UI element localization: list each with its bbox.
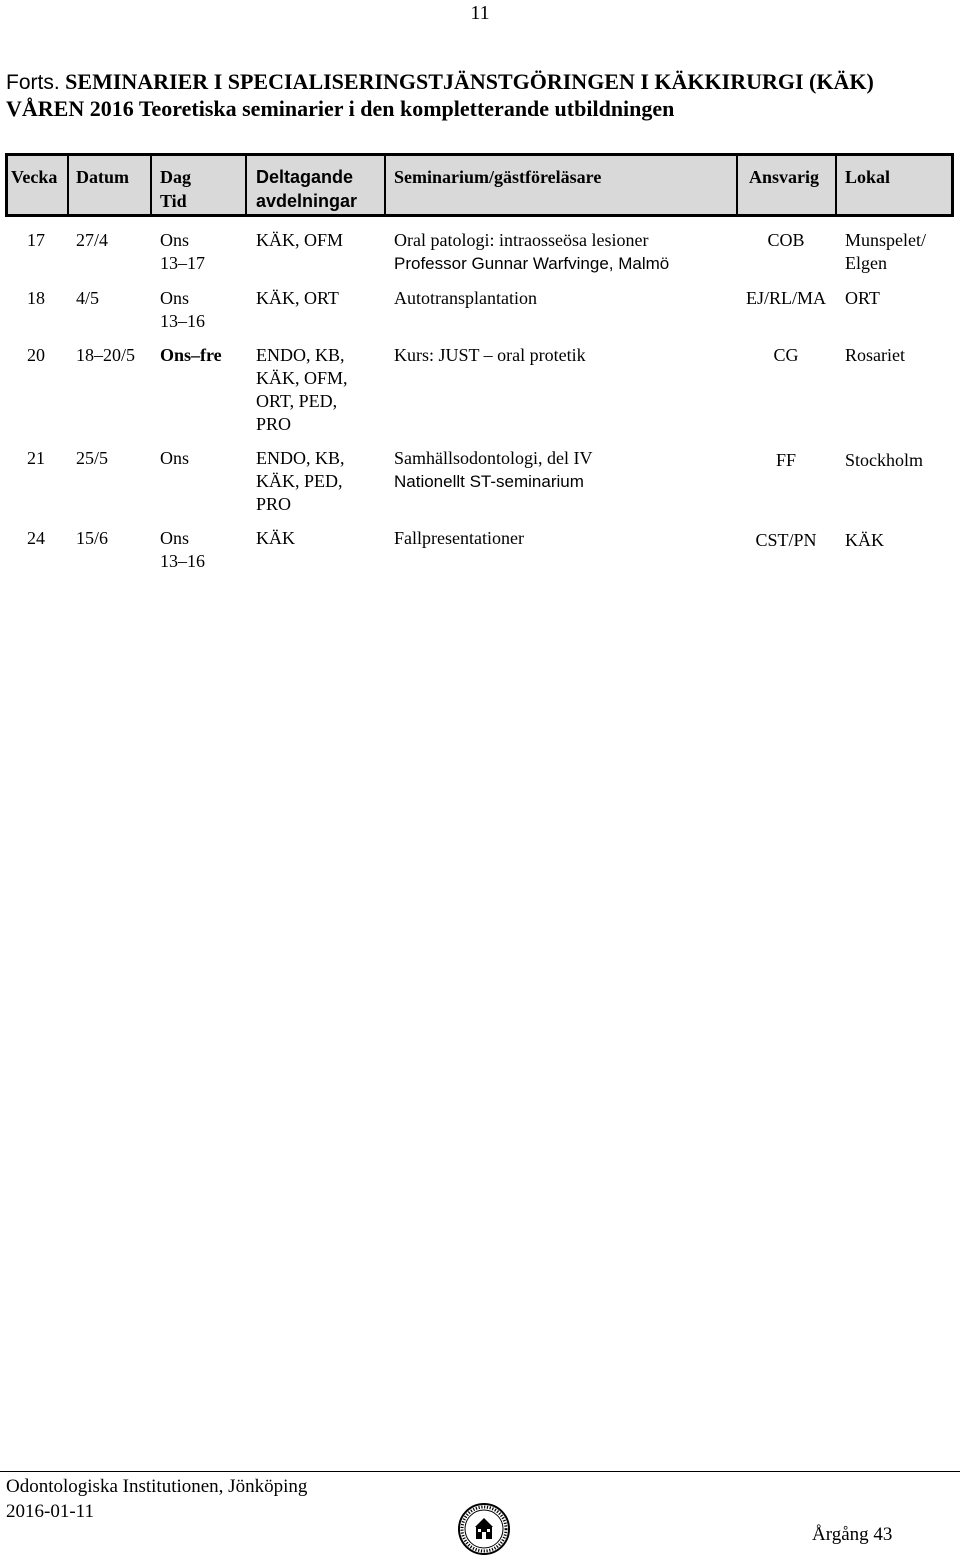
header-tid: Tid (160, 191, 187, 211)
cell-dag-tid (160, 447, 189, 470)
cell-datum: 15/6 (76, 528, 109, 548)
cell-seminarium (394, 287, 537, 310)
cell-lokal (845, 229, 926, 275)
cell-sem-line: Autotransplantation (394, 288, 537, 308)
cell-avd-line: KÄK (256, 528, 295, 548)
cell-dag-tid (160, 229, 205, 275)
cell-seminarium (394, 229, 669, 275)
page-title (6, 69, 874, 95)
header-divider (245, 153, 247, 217)
cell-lokal (845, 287, 880, 310)
cell-sem-line: Kurs: JUST – oral protetik (394, 345, 586, 365)
cell-ansvarig: CG (773, 345, 799, 365)
header-divider (736, 153, 738, 217)
cell-sem-line: Nationellt ST-seminarium (394, 472, 584, 491)
title-line-1: SEMINARIER I SPECIALISERINGSTJÄNSTGÖRINGEN I KÄKKIRURGI (KÄK) (65, 69, 874, 94)
header-deltagande-line1: Deltagande (256, 167, 354, 187)
header-divider (384, 153, 386, 217)
header-ansvarig: Ansvarig (749, 167, 820, 187)
cell-tid: 13–16 (160, 311, 205, 331)
cell-dag-tid (160, 344, 222, 367)
cell-lokal (845, 344, 905, 367)
cell-lokal (845, 449, 923, 472)
header-dag-tid (160, 165, 191, 213)
page-subtitle: VÅREN 2016 Teoretiska seminarier i den kompletterande utbildningen (6, 96, 675, 121)
header-vecka: Vecka (11, 167, 58, 187)
cell-avdelningar (256, 527, 295, 550)
institution-seal-icon (458, 1503, 510, 1555)
cell-vecka: 18 (27, 288, 45, 308)
cell-sem-line: Fallpresentationer (394, 528, 524, 548)
cell-vecka: 21 (27, 448, 45, 468)
cell-datum: 18–20/5 (76, 345, 136, 365)
header-lokal: Lokal (845, 167, 891, 187)
cell-avdelningar (256, 287, 339, 310)
cell-dag: Ons (160, 528, 190, 548)
cell-dag: Ons–fre (160, 345, 222, 365)
cell-avd-line: ENDO, KB, (256, 345, 345, 365)
footer-institution: Odontologiska Institutionen, Jönköping (6, 1476, 308, 1497)
cell-avd-line: KÄK, ORT (256, 288, 339, 308)
cell-avd-line: PRO (256, 494, 292, 514)
cell-avdelningar (256, 344, 348, 436)
cell-vecka: 20 (27, 345, 45, 365)
cell-sem-line: Professor Gunnar Warfvinge, Malmö (394, 254, 670, 273)
cell-ansvarig: COB (767, 230, 805, 250)
cell-ansvarig: FF (775, 450, 797, 470)
cell-lokal-line: Elgen (845, 253, 887, 273)
footer-divider (0, 1471, 960, 1472)
cell-avd-line: KÄK, PED, (256, 471, 343, 491)
cell-seminarium (394, 344, 586, 367)
cell-ansvarig: CST/PN (755, 530, 817, 550)
cell-avd-line: ORT, PED, (256, 391, 338, 411)
cell-tid: 13–16 (160, 551, 205, 571)
cell-sem-line: Oral patologi: intraosseösa lesioner (394, 230, 649, 250)
header-dag: Dag (160, 167, 191, 187)
cell-avd-line: PRO (256, 414, 292, 434)
header-datum: Datum (76, 167, 129, 187)
header-divider (67, 153, 69, 217)
header-seminarium: Seminarium/gästföreläsare (394, 167, 602, 187)
cell-vecka: 24 (27, 528, 45, 548)
cell-datum: 25/5 (76, 448, 109, 468)
cell-tid: 13–17 (160, 253, 205, 273)
cell-seminarium (394, 527, 524, 550)
cell-lokal-line: Rosariet (845, 345, 905, 365)
cell-vecka: 17 (27, 230, 45, 250)
cell-lokal-line: ORT (845, 288, 880, 308)
header-deltagande-line2: avdelningar (256, 191, 358, 211)
header-divider (835, 153, 837, 217)
header-divider (150, 153, 152, 217)
cell-sem-line: Samhällsodontologi, del IV (394, 448, 593, 468)
footer-date: 2016-01-11 (6, 1501, 94, 1522)
cell-seminarium (394, 447, 592, 493)
cell-avdelningar (256, 447, 345, 516)
cell-datum: 27/4 (76, 230, 109, 250)
cell-lokal-line: KÄK (845, 530, 884, 550)
title-prefix: Forts. (6, 71, 60, 94)
cell-dag-tid (160, 527, 205, 573)
header-deltagande (256, 165, 357, 213)
page-number: 11 (470, 2, 490, 24)
cell-dag: Ons (160, 230, 190, 250)
footer-argang: Årgång 43 (812, 1524, 893, 1545)
cell-avdelningar (256, 229, 343, 252)
cell-avd-line: KÄK, OFM, (256, 368, 348, 388)
cell-lokal-line: Stockholm (845, 450, 924, 470)
cell-lokal (845, 529, 884, 552)
cell-dag: Ons (160, 288, 190, 308)
cell-avd-line: ENDO, KB, (256, 448, 345, 468)
cell-dag-tid (160, 287, 205, 333)
cell-datum: 4/5 (76, 288, 100, 308)
cell-avd-line: KÄK, OFM (256, 230, 344, 250)
cell-lokal-line: Munspelet/ (845, 230, 926, 250)
cell-dag: Ons (160, 448, 190, 468)
cell-ansvarig: EJ/RL/MA (745, 288, 826, 308)
